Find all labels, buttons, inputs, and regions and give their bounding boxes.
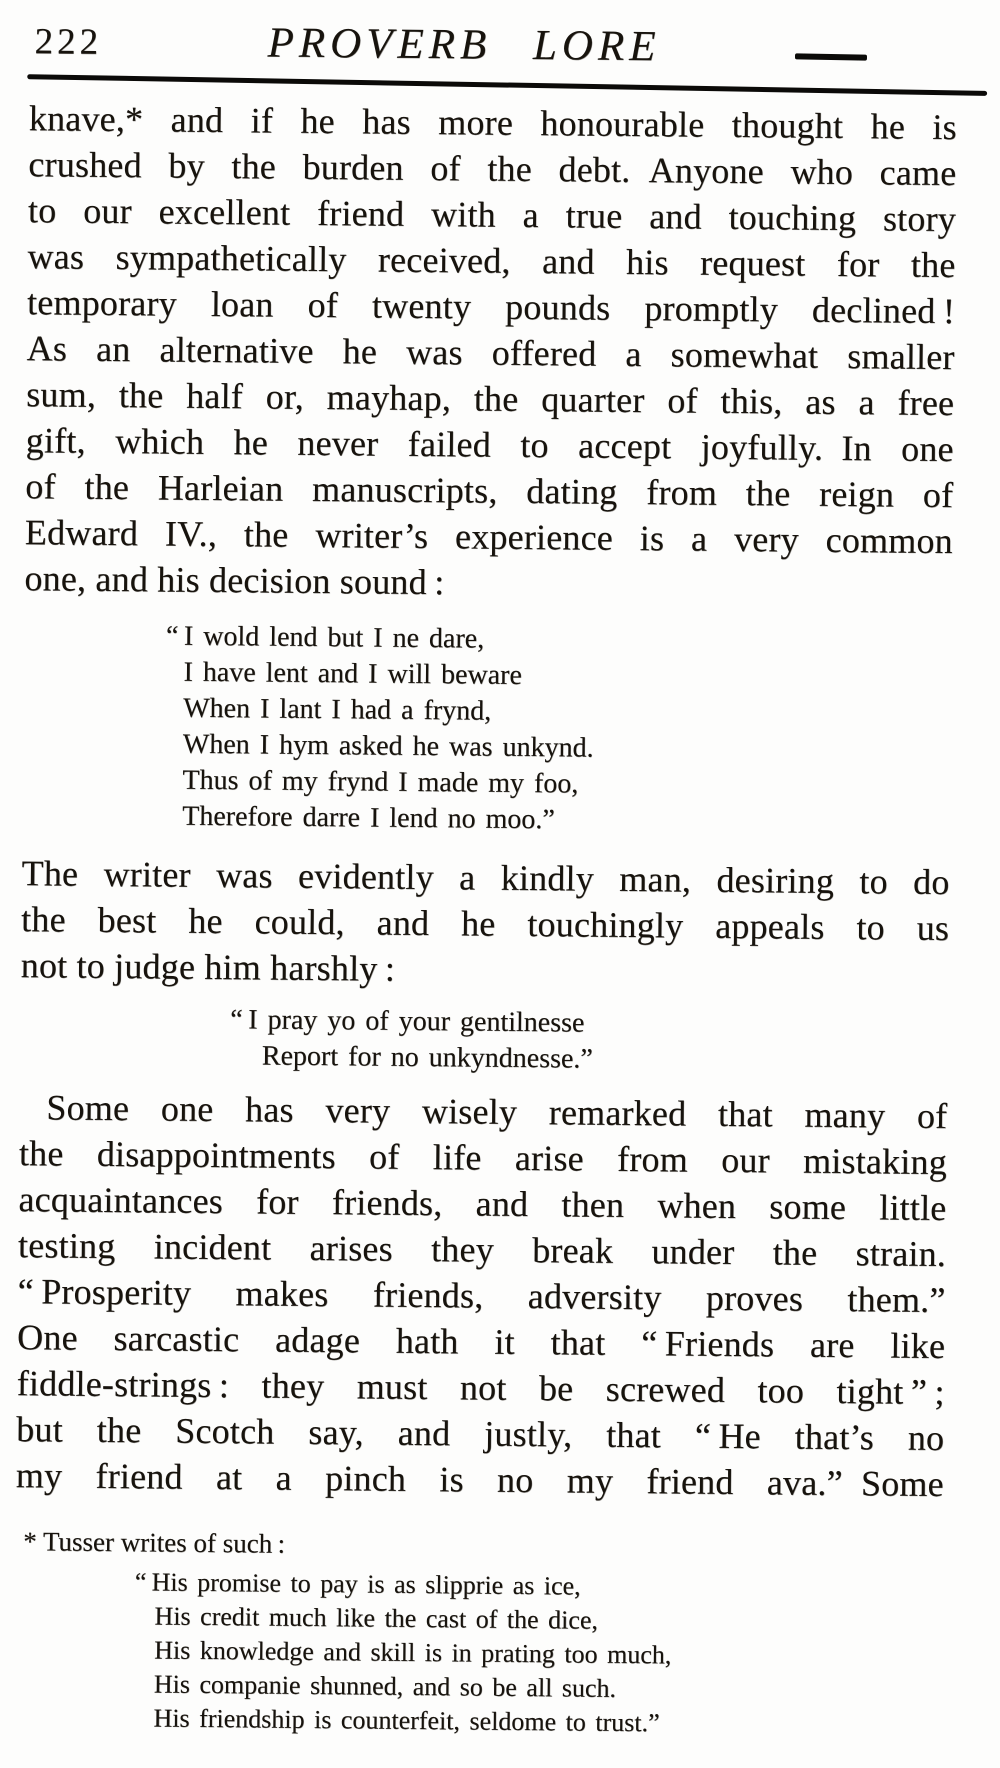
text-line: was sympathetically received, and his request for the xyxy=(27,236,956,286)
paragraph-3 xyxy=(16,1084,948,1507)
text-line: His companie shunned, and so be all such. xyxy=(153,1669,617,1703)
text-line: the best he could, and he touchingly appeals to us xyxy=(20,899,950,949)
text-line: of the Harleian manuscripts, dating from the reign of xyxy=(25,466,954,516)
footnote-heading: * Tusser writes of such : xyxy=(23,1526,286,1559)
text-line: “ Prosperity makes friends, adversity proves them.” xyxy=(17,1271,946,1321)
text-line: “ I pray yo of your gentilnesse xyxy=(230,1004,585,1039)
text-line: Some one has very wisely remarked that many of xyxy=(46,1087,948,1137)
text-line: As an alternative he was offered a somewhat smaller xyxy=(26,328,955,378)
text-line: When I lant I had a frynd, xyxy=(183,692,492,727)
paragraph-1 xyxy=(24,95,957,610)
text-line: The writer was evidently a kindly man, desiring to do xyxy=(21,853,950,903)
text-line: temporary loan of twenty pounds promptly declined ! xyxy=(26,282,956,332)
text-line: knave,* and if he has more honourable thought he is xyxy=(28,98,958,148)
text-line: One sarcastic adage hath it that “ Friends are like xyxy=(16,1317,946,1367)
text-line: His credit much like the cast of the dice, xyxy=(154,1601,599,1635)
running-title: PROVERB LORE xyxy=(267,19,661,71)
text-line: fiddle-strings : they must not be screwed too tight ” ; xyxy=(16,1363,945,1413)
text-line: Therefore darre I lend no moo.” xyxy=(182,800,555,836)
text-line: crushed by the burden of the debt. Anyone who came xyxy=(28,144,957,194)
verse-quote-2 xyxy=(230,1002,949,1081)
text-line: acquaintances for friends, and then when some little xyxy=(18,1179,947,1229)
text-line: His friendship is counterfeit, seldome to trust.” xyxy=(153,1703,660,1738)
text-line: testing incident arises they break under the strain. xyxy=(17,1225,947,1275)
verse-quote-1 xyxy=(165,619,952,842)
text-line: to our excellent friend with a true and touching story xyxy=(27,190,957,240)
header-rule xyxy=(27,74,987,96)
text-line: my friend at a pinch is no my friend ava.” Some xyxy=(15,1455,944,1505)
text-line: gift, which he never failed to accept joyfully. In one xyxy=(25,420,954,470)
page-header xyxy=(29,16,957,77)
text-line: Report for no unkyndnesse.” xyxy=(261,1040,593,1075)
text-line: one, and his decision sound : xyxy=(24,558,445,603)
text-line: When I hym asked he was unkynd. xyxy=(182,728,594,764)
text-line: “ I wold lend but I ne dare, xyxy=(165,620,485,655)
text-line: but the Scotch say, and justly, that “ He that’s no xyxy=(16,1409,945,1459)
page-body xyxy=(13,95,957,1743)
footnote-verse xyxy=(134,1565,943,1743)
text-line: not to judge him harshly : xyxy=(20,945,396,989)
text-line: “ His promise to pay is as slipprie as ice, xyxy=(134,1567,581,1601)
page-number: 222 xyxy=(34,21,103,63)
text-line: I have lent and I will beware xyxy=(183,656,523,691)
text-line: sum, the half or, mayhap, the quarter of this, as a free xyxy=(26,374,955,424)
text-line: the disappointments of life arise from our mistaking xyxy=(18,1133,948,1183)
text-line: Edward IV., the writer’s experience is a very common xyxy=(24,512,954,562)
footnote xyxy=(13,1524,943,1743)
paragraph-2 xyxy=(21,850,950,997)
scan-artifact-mark xyxy=(795,53,867,60)
text-line: Thus of my frynd I made my foo, xyxy=(182,764,579,800)
text-line: His knowledge and skill is in prating too much, xyxy=(154,1635,672,1670)
